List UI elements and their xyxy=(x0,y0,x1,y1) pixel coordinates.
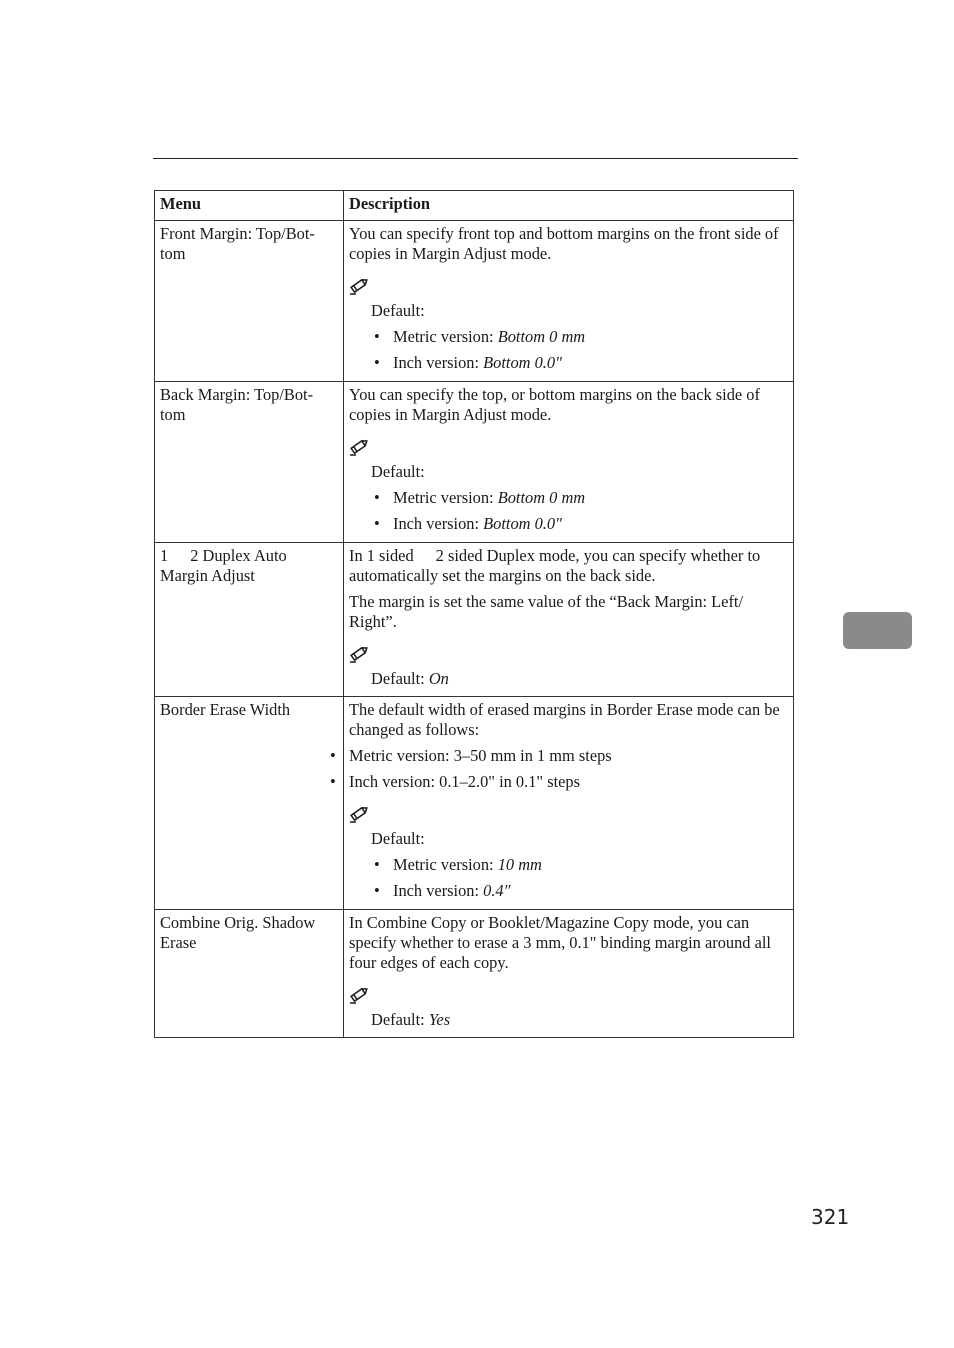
menu-cell: Combine Orig. Shadow Erase xyxy=(155,910,344,1038)
description-text xyxy=(349,546,788,586)
header-rule xyxy=(153,158,798,159)
menu-cell: Border Erase Width xyxy=(155,697,344,910)
default-label: Default: xyxy=(371,829,425,848)
item-value: 0.4″ xyxy=(483,881,511,900)
item-label: Inch version: xyxy=(393,881,480,900)
item-value: Bottom 0 mm xyxy=(497,327,586,346)
item-value: Bottom 0.0″ xyxy=(483,514,562,533)
menu-table xyxy=(154,190,794,1038)
description-text-a: In 1 sided xyxy=(349,546,414,565)
description-text-b: 2 sided Duplex mode, you can specify whether to automatically set the margins on the back side. xyxy=(349,546,761,585)
table-row xyxy=(155,221,794,382)
menu-text-a: 1 xyxy=(160,546,169,565)
item-value: Bottom 0 mm xyxy=(497,488,586,507)
default-list xyxy=(371,488,788,534)
description-cell xyxy=(344,382,794,543)
note-body xyxy=(371,462,788,534)
item-label: Metric version: xyxy=(393,488,494,507)
table-row xyxy=(155,382,794,543)
menu-cell: Back Margin: Top/Bot-tom xyxy=(155,382,344,543)
menu-column-header: Menu xyxy=(155,191,344,221)
description-text-2: The margin is set the same value of the “Back Margin: Left/ Right”. xyxy=(349,592,744,631)
chapter-tab xyxy=(843,612,912,649)
description-cell xyxy=(344,910,794,1038)
bullet-list xyxy=(327,746,788,792)
item-label: Metric version: xyxy=(393,327,494,346)
page-number: 321 xyxy=(811,1205,850,1229)
description-text: You can specify the top, or bottom margins on the back side of copies in Margin Adjust mode. xyxy=(349,385,760,424)
item-label: Metric version: xyxy=(393,855,494,874)
description-cell xyxy=(344,543,794,697)
default-line xyxy=(371,669,788,689)
note-body xyxy=(371,669,788,689)
pencil-note-icon xyxy=(349,985,371,1005)
item-value: Bottom 0.0″ xyxy=(483,353,562,372)
description-text: The default width of erased margins in Border Erase mode can be changed as follows: xyxy=(349,700,780,739)
pencil-note-icon xyxy=(349,276,371,296)
default-list xyxy=(371,855,788,901)
table-row xyxy=(155,697,794,910)
pencil-note-icon xyxy=(349,804,371,824)
description-column-header: Description xyxy=(344,191,794,221)
table-row xyxy=(155,543,794,697)
default-label: Default: xyxy=(371,462,425,481)
item-label: Inch version: xyxy=(393,514,480,533)
table-row xyxy=(155,910,794,1038)
default-label: Default: xyxy=(371,669,425,688)
pencil-note-icon xyxy=(349,644,371,664)
menu-text-b: 2 Duplex Auto Margin Adjust xyxy=(160,546,287,585)
description-text: In Combine Copy or Booklet/Magazine Copy mode, you can specify whether to erase a 3 mm, 0.1" binding margin around all four edges of each copy. xyxy=(349,913,771,972)
list-item: • Metric version: 3–50 mm in 1 mm steps xyxy=(327,746,788,766)
list-item xyxy=(371,488,788,508)
default-line xyxy=(371,1010,788,1030)
menu-cell: Front Margin: Top/Bot-tom xyxy=(155,221,344,382)
menu-cell xyxy=(155,543,344,697)
item-value: 10 mm xyxy=(497,855,542,874)
pencil-note-icon xyxy=(349,437,371,457)
item-label: Inch version: xyxy=(393,353,480,372)
description-cell xyxy=(344,221,794,382)
description-text: You can specify front top and bottom margins on the front side of copies in Margin Adjust mode. xyxy=(349,224,779,263)
list-item: • Inch version: 0.1–2.0" in 0.1" steps xyxy=(327,772,788,792)
table-header-row xyxy=(155,191,794,221)
list-item xyxy=(371,327,788,347)
note-body xyxy=(371,829,788,901)
description-cell xyxy=(344,697,794,910)
default-label: Default: xyxy=(371,301,425,320)
note-body xyxy=(371,1010,788,1030)
default-value: On xyxy=(428,669,449,688)
list-item xyxy=(371,881,788,901)
list-item xyxy=(371,353,788,373)
list-item xyxy=(371,514,788,534)
default-value: Yes xyxy=(428,1010,451,1029)
list-item xyxy=(371,855,788,875)
note-body xyxy=(371,301,788,373)
default-label: Default: xyxy=(371,1010,425,1029)
default-list xyxy=(371,327,788,373)
